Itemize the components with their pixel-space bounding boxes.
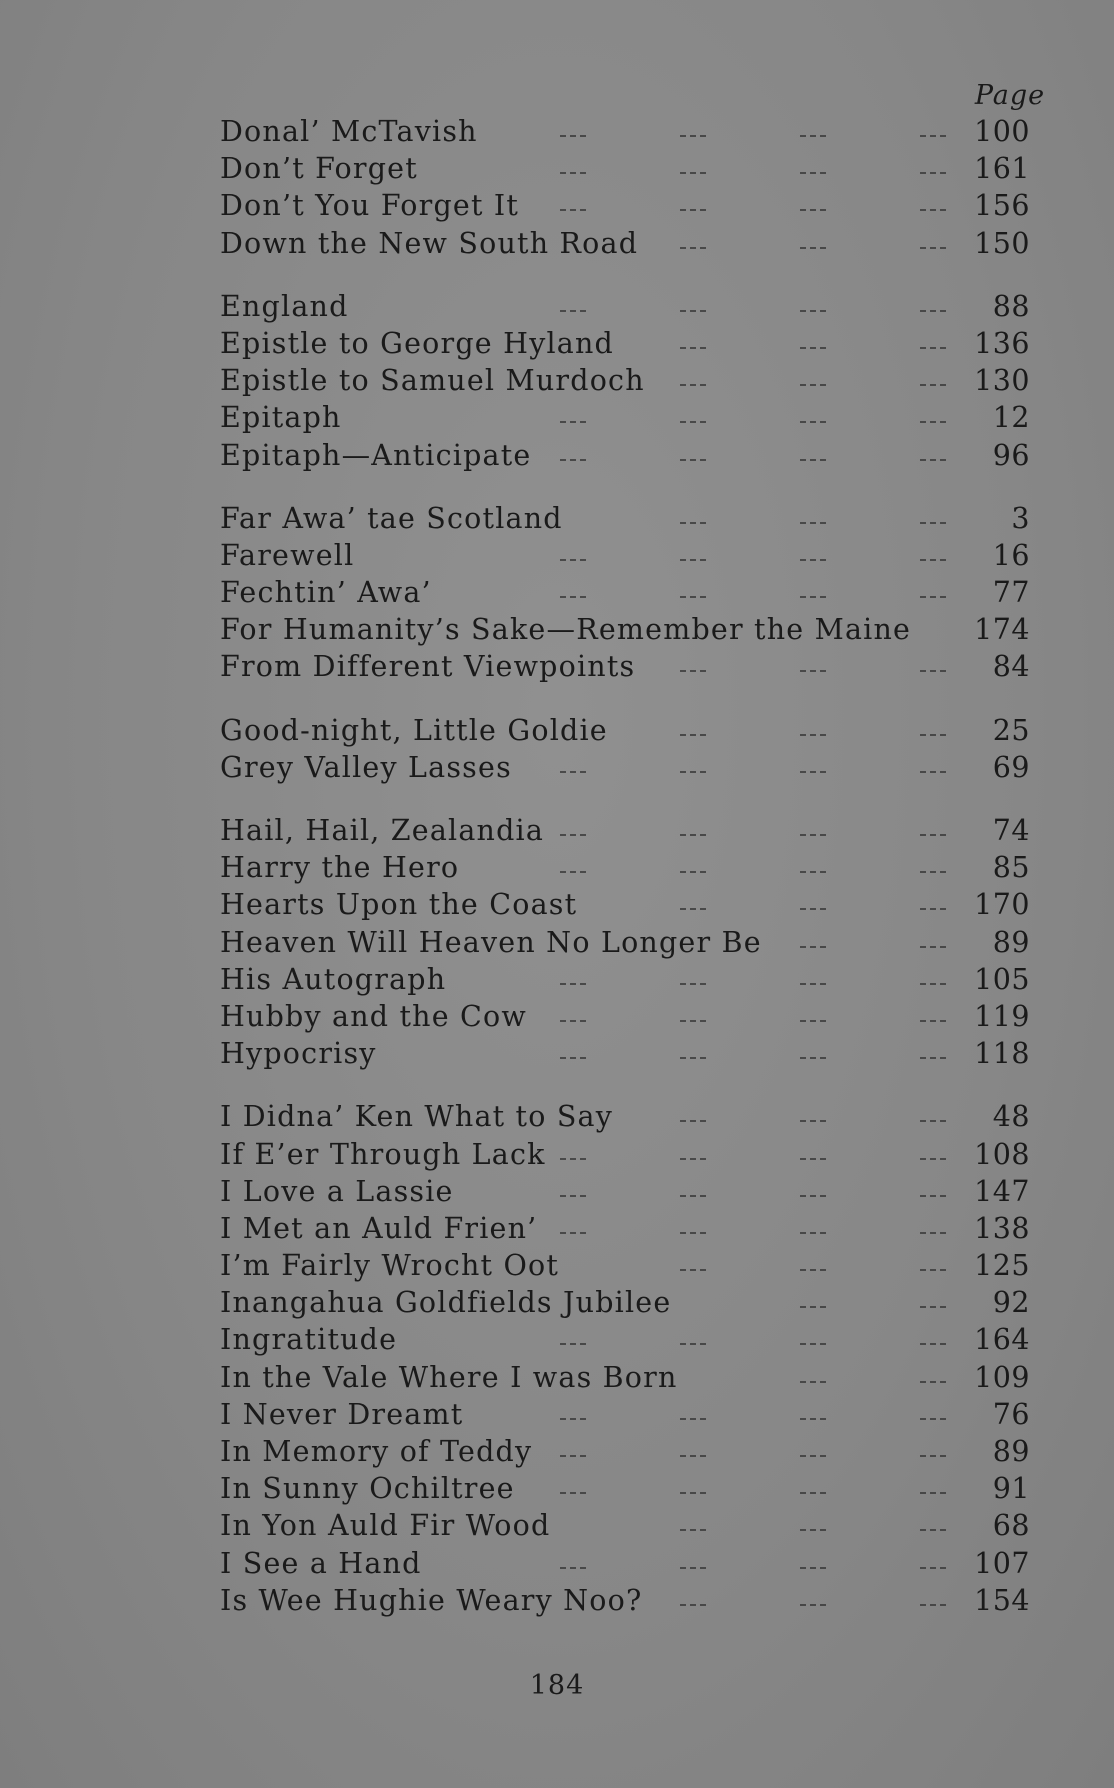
toc-entry — [220, 399, 1040, 436]
toc-entry-page: 136 — [974, 326, 1030, 360]
toc-entry-title: Grey Valley Lasses — [220, 750, 512, 784]
toc-entry-title: In the Vale Where I was Born — [220, 1360, 678, 1394]
toc-entry — [220, 150, 1040, 187]
toc-entry — [220, 187, 1040, 224]
toc-entry-page: 88 — [992, 289, 1030, 323]
toc-entry — [220, 1582, 1040, 1619]
toc-entry-title: England — [220, 289, 349, 323]
toc-entry-page: 76 — [992, 1397, 1030, 1431]
toc-entry-title: Hearts Upon the Coast — [220, 888, 578, 922]
toc-entry — [220, 849, 1040, 886]
dot-leader — [560, 1035, 980, 1072]
toc-entry-page: 3 — [1011, 501, 1030, 535]
toc-entry-title: From Different Viewpoints — [220, 650, 636, 684]
toc-entry-title: Epitaph—Anticipate — [220, 438, 532, 472]
toc-entry-page: 130 — [974, 364, 1030, 398]
toc-entry-title: In Yon Auld Fir Wood — [220, 1509, 551, 1543]
toc-entry-title: Don’t Forget — [220, 152, 418, 186]
toc-entry — [220, 1284, 1040, 1321]
toc-group — [220, 288, 1040, 474]
toc-entry-page: 138 — [974, 1211, 1030, 1245]
toc-entry-page: 85 — [992, 851, 1030, 885]
dot-leader — [560, 500, 980, 537]
toc-entry — [220, 362, 1040, 399]
dot-leader — [560, 1284, 980, 1321]
toc-entry — [220, 1359, 1040, 1396]
dot-leader — [560, 1098, 980, 1135]
dot-leader — [560, 1210, 980, 1247]
toc-entry — [220, 1173, 1040, 1210]
toc-entry-page: 25 — [992, 713, 1030, 747]
toc-entry — [220, 325, 1040, 362]
toc-entry-title: Hypocrisy — [220, 1037, 377, 1071]
toc-entry-page: 92 — [992, 1286, 1030, 1320]
dot-leader — [560, 1359, 980, 1396]
toc-entry-page: 174 — [974, 613, 1030, 647]
toc-entry-title: I See a Hand — [220, 1546, 422, 1580]
toc-entry — [220, 1210, 1040, 1247]
toc-entry-page: 154 — [974, 1583, 1030, 1617]
dot-leader — [560, 1396, 980, 1433]
toc-entry-title: Epitaph — [220, 401, 342, 435]
toc-entry-page: 89 — [992, 1435, 1030, 1468]
dot-leader — [560, 1136, 980, 1173]
toc-entry — [220, 1035, 1040, 1072]
dot-leader — [560, 150, 980, 187]
toc-group — [220, 113, 1040, 262]
dot-leader — [560, 362, 980, 399]
toc-entry — [220, 812, 1040, 849]
toc-entry-title: Epistle to George Hyland — [220, 326, 614, 360]
toc-entry-title: I Didna’ Ken What to Say — [220, 1100, 614, 1134]
toc-entry-page: 107 — [974, 1546, 1030, 1580]
page-column-header: Page — [974, 80, 1046, 111]
toc-entry-page: 161 — [974, 152, 1030, 186]
toc-entry — [220, 225, 1040, 262]
toc-entry-page: 156 — [974, 189, 1030, 223]
toc-entry — [220, 113, 1040, 150]
toc-entry — [220, 1098, 1040, 1135]
toc-entry-title: Ingratitude — [220, 1323, 398, 1357]
dot-leader — [560, 812, 980, 849]
toc-entry — [220, 288, 1040, 325]
toc-entry-title: Good-night, Little Goldie — [220, 713, 608, 747]
toc-entry — [220, 712, 1040, 749]
toc-entry-page: 150 — [974, 226, 1030, 260]
dot-leader — [560, 399, 980, 436]
dot-leader — [560, 325, 980, 362]
dot-leader — [560, 1247, 980, 1284]
toc-entry-title: Is Wee Hughie Weary Noo? — [220, 1583, 643, 1617]
toc-group — [220, 812, 1040, 1072]
dot-leader — [560, 1173, 980, 1210]
toc-entry-title: Donal’ McTavish — [220, 115, 478, 148]
toc-entry-page: 125 — [974, 1249, 1030, 1283]
toc-entry-page: 170 — [974, 888, 1030, 922]
toc-entry-page: 96 — [992, 438, 1030, 472]
toc-entry-page: 84 — [992, 650, 1030, 684]
dot-leader — [560, 1507, 980, 1544]
toc-entry-page: 108 — [974, 1137, 1030, 1171]
toc-entry — [220, 611, 1040, 648]
dot-leader — [560, 998, 980, 1035]
page-number: 184 — [529, 1670, 585, 1701]
toc-entry — [220, 574, 1040, 611]
toc-entry-page: 109 — [974, 1360, 1030, 1394]
dot-leader — [560, 648, 980, 685]
toc-entry-title: Hail, Hail, Zealandia — [220, 814, 545, 847]
toc-entry-page: 118 — [974, 1037, 1030, 1071]
dot-leader — [560, 1545, 980, 1582]
dot-leader — [560, 749, 980, 786]
toc-entry — [220, 886, 1040, 923]
toc-entry — [220, 961, 1040, 998]
toc-entry-title: Hubby and the Cow — [220, 999, 528, 1033]
toc-entry-title: I Never Dreamt — [220, 1397, 464, 1431]
toc-group — [220, 1098, 1040, 1619]
dot-leader — [560, 113, 980, 150]
toc-entry — [220, 1433, 1040, 1470]
toc-entry — [220, 1136, 1040, 1173]
toc-entry — [220, 924, 1040, 961]
table-of-contents — [220, 113, 1040, 1645]
toc-entry-page: 77 — [992, 576, 1030, 610]
toc-entry-page: 147 — [974, 1174, 1030, 1208]
dot-leader — [560, 1433, 980, 1470]
toc-entry-title: Fechtin’ Awa’ — [220, 576, 432, 610]
dot-leader — [560, 1582, 980, 1619]
toc-entry-page: 89 — [992, 925, 1030, 959]
dot-leader — [560, 537, 980, 574]
toc-entry-title: Epistle to Samuel Murdoch — [220, 364, 645, 398]
toc-entry — [220, 1507, 1040, 1544]
toc-entry — [220, 1321, 1040, 1358]
dot-leader — [560, 611, 980, 648]
toc-entry-title: If E’er Through Lack — [220, 1137, 546, 1171]
toc-entry-page: 91 — [992, 1472, 1030, 1506]
dot-leader — [560, 924, 980, 961]
toc-entry-title: For Humanity’s Sake—Remember the Maine — [220, 613, 912, 647]
dot-leader — [560, 1470, 980, 1507]
toc-entry-title: In Memory of Teddy — [220, 1435, 533, 1468]
toc-entry-title: Down the New South Road — [220, 226, 639, 260]
toc-entry-title: I Love a Lassie — [220, 1174, 454, 1208]
toc-entry-page: 74 — [992, 814, 1030, 847]
toc-entry — [220, 1545, 1040, 1582]
toc-entry-title: In Sunny Ochiltree — [220, 1472, 515, 1506]
toc-entry — [220, 437, 1040, 474]
dot-leader — [560, 849, 980, 886]
toc-entry — [220, 749, 1040, 786]
toc-entry-title: Far Awa’ tae Scotland — [220, 501, 563, 535]
toc-entry — [220, 648, 1040, 685]
toc-entry-page: 16 — [992, 538, 1030, 572]
dot-leader — [560, 886, 980, 923]
toc-group — [220, 712, 1040, 786]
toc-entry-page: 69 — [992, 750, 1030, 784]
dot-leader — [560, 187, 980, 224]
toc-entry-title: Don’t You Forget It — [220, 189, 519, 223]
dot-leader — [560, 288, 980, 325]
toc-entry — [220, 537, 1040, 574]
toc-entry-title: Harry the Hero — [220, 851, 460, 885]
toc-entry-title: I’m Fairly Wrocht Oot — [220, 1249, 560, 1283]
toc-entry-page: 164 — [974, 1323, 1030, 1357]
toc-entry — [220, 500, 1040, 537]
toc-entry — [220, 1247, 1040, 1284]
toc-entry — [220, 1470, 1040, 1507]
toc-group — [220, 500, 1040, 686]
toc-entry-title: Farewell — [220, 538, 355, 572]
toc-entry-title: Inangahua Goldfields Jubilee — [220, 1286, 672, 1320]
dot-leader — [560, 961, 980, 998]
toc-entry-page: 119 — [974, 999, 1030, 1033]
dot-leader — [560, 225, 980, 262]
toc-entry-title: His Autograph — [220, 962, 447, 996]
dot-leader — [560, 437, 980, 474]
toc-entry-page: 100 — [974, 115, 1030, 148]
toc-entry-page: 68 — [992, 1509, 1030, 1543]
toc-entry — [220, 998, 1040, 1035]
dot-leader — [560, 712, 980, 749]
dot-leader — [560, 1321, 980, 1358]
toc-entry-page: 12 — [992, 401, 1030, 435]
dot-leader — [560, 574, 980, 611]
toc-entry — [220, 1396, 1040, 1433]
toc-entry-title: Heaven Will Heaven No Longer Be — [220, 925, 762, 959]
toc-entry-page: 48 — [992, 1100, 1030, 1134]
toc-entry-page: 105 — [974, 962, 1030, 996]
toc-entry-title: I Met an Auld Frien’ — [220, 1211, 538, 1245]
